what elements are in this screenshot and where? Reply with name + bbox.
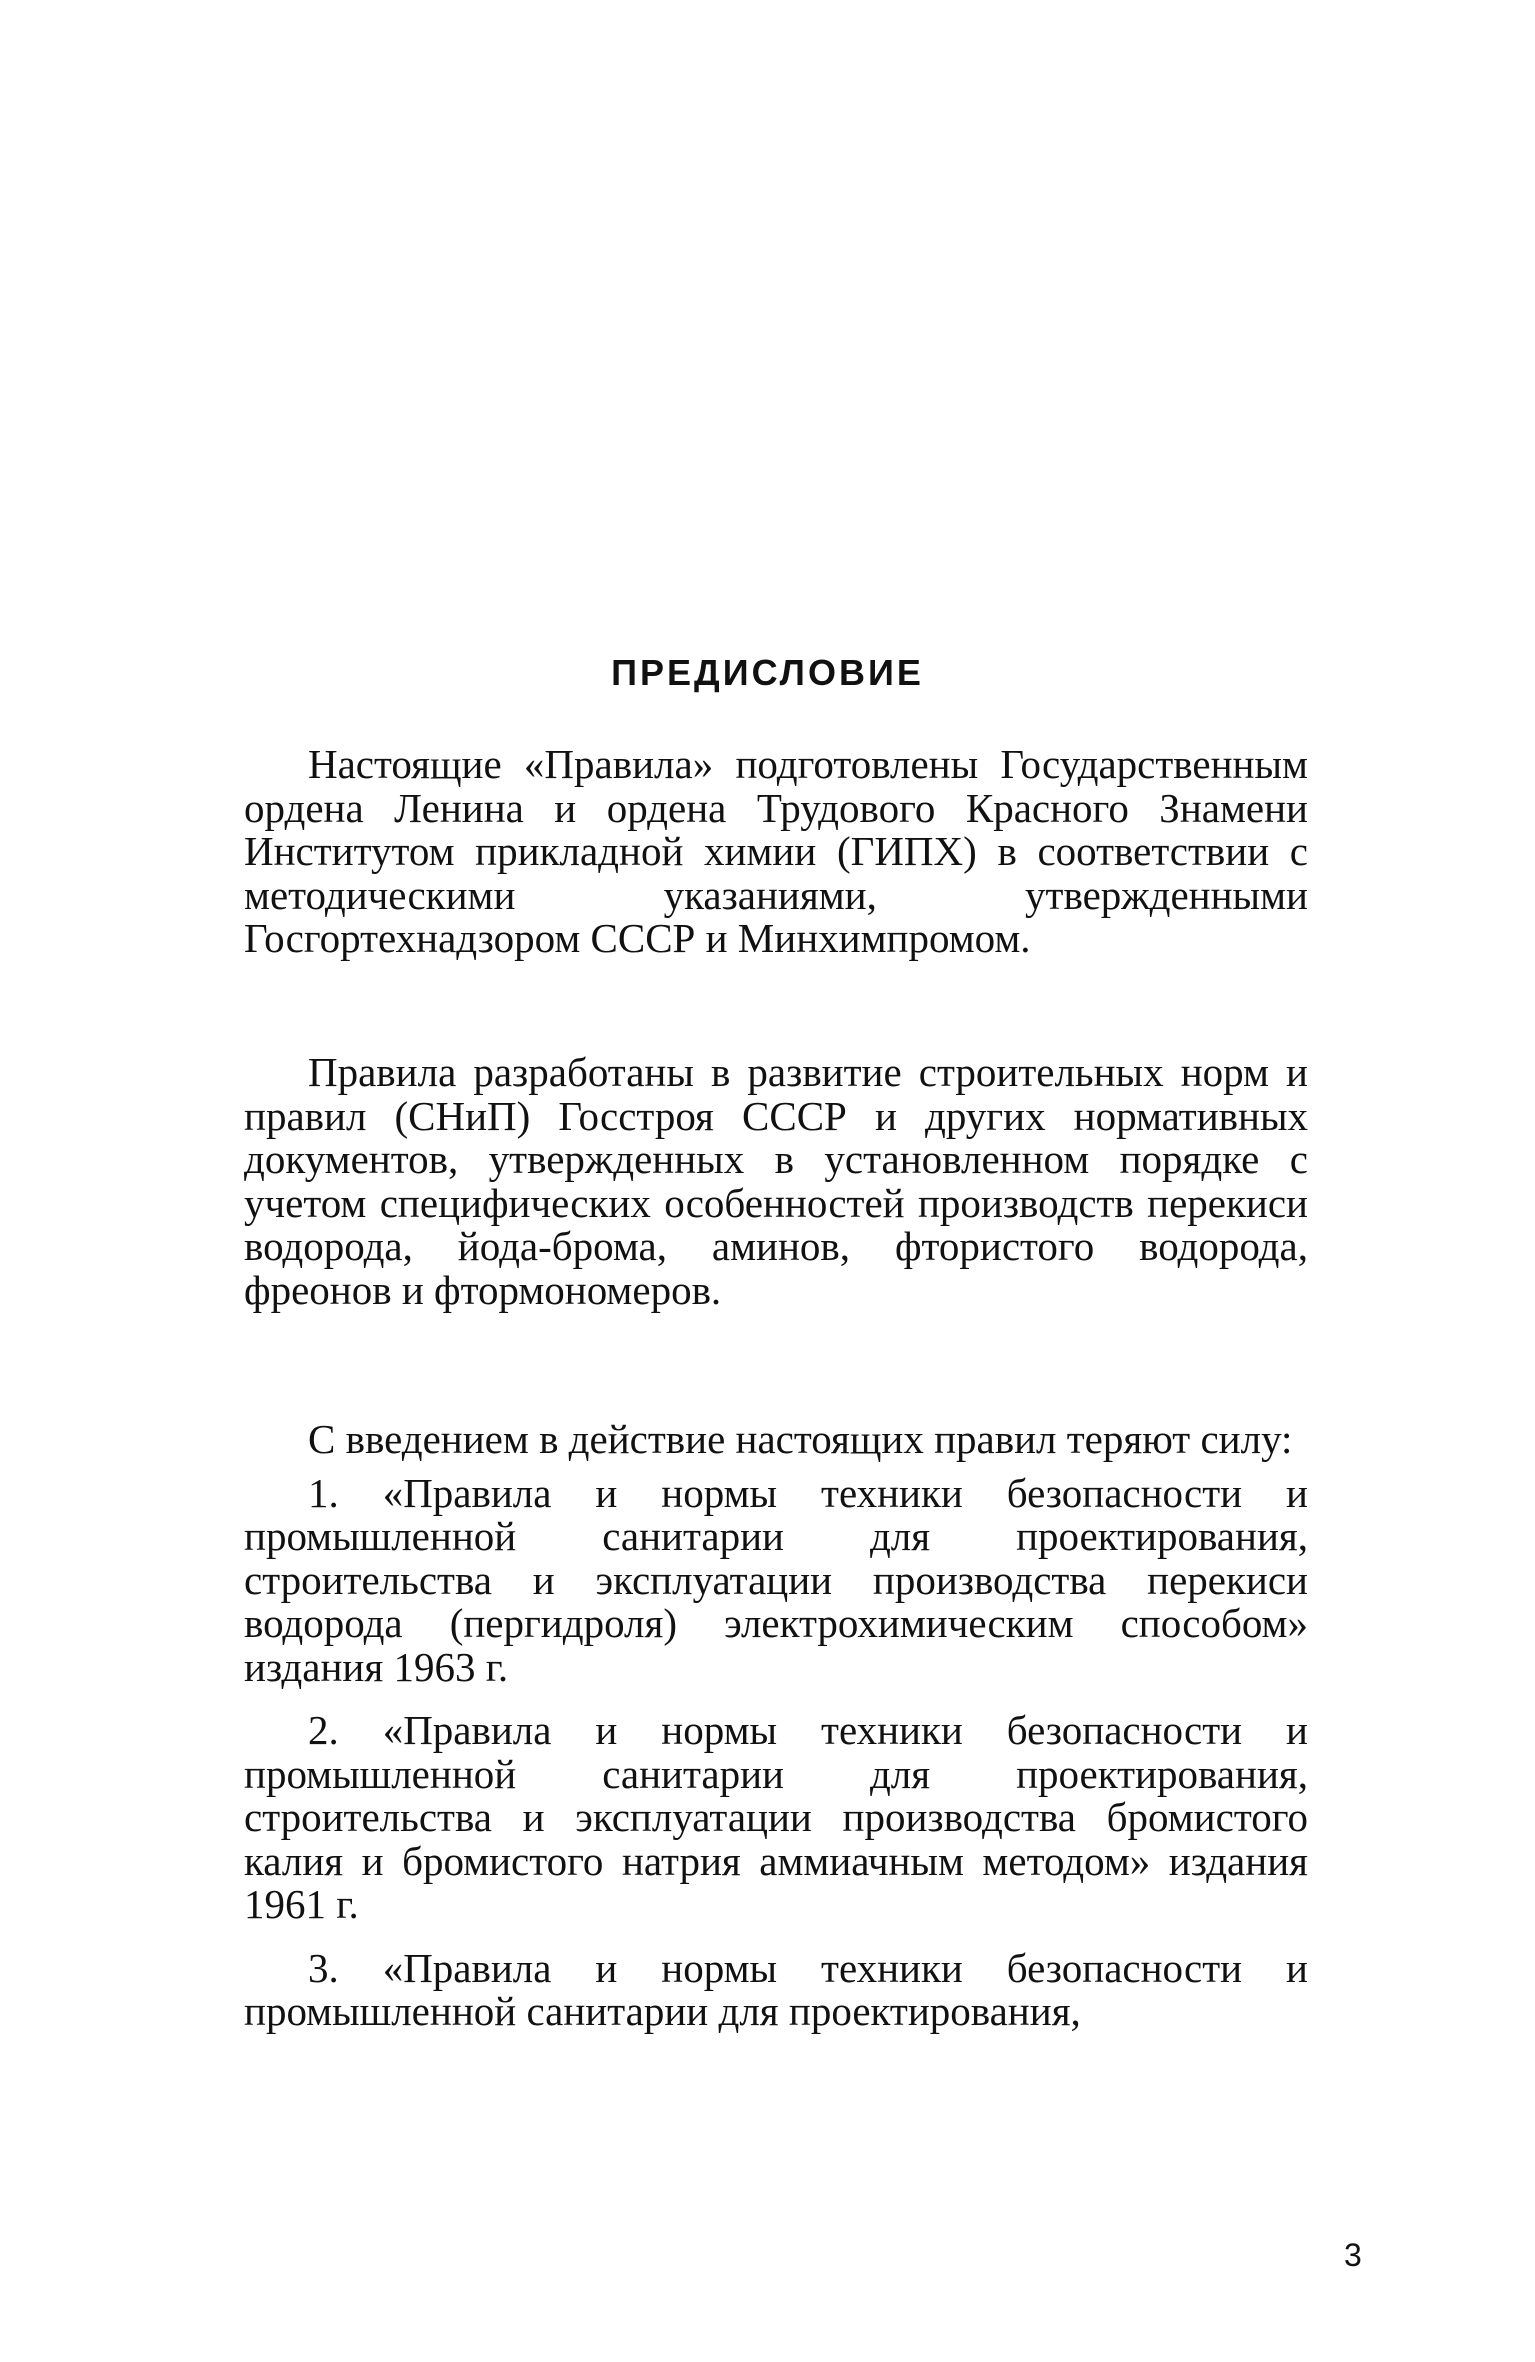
- superseded-rules-section: [244, 1418, 1308, 2034]
- spacer: [244, 1927, 1308, 1947]
- spacer: [244, 1689, 1308, 1709]
- list-item: 2. «Правила и нормы техники безопасности и промышленной санитарии для проектирования, строительства и эксплуатации производства бромистого калия и бромистого натрия аммиачным методом» издания 1961 г.: [244, 1707, 1308, 1927]
- paragraph-block-2: [244, 1051, 1308, 1312]
- paragraph-block-1: [244, 743, 1308, 961]
- page-title: ПРЕДИСЛОВИЕ: [611, 652, 924, 693]
- list-item: 3. «Правила и нормы техники безопасности и промышленной санитарии для проектирования,: [244, 1944, 1308, 2034]
- paragraph-superseded-intro: С введением в действие настоящих правил теряют силу:: [308, 1416, 1293, 1462]
- page-number: 3: [1344, 2237, 1362, 2273]
- list-item: 1. «Правила и нормы техники безопасности и промышленной санитарии для проектирования, строительства и эксплуатации производства перекиси водорода (пергидроля) электрохимическим способом» издания 1963 г.: [244, 1469, 1308, 1690]
- paragraph-preparation: Настоящие «Правила» подготовлены Государственным ордена Ленина и ордена Трудового Красного Знамени Институтом прикладной химии (ГИПХ) в соответствии с методическими указаниями, утвержденными Госгортехнадзором СССР и Минхимпромом.: [244, 741, 1308, 961]
- paragraph-development: Правила разработаны в развитие строительных норм и правил (СНиП) Госстроя СССР и других нормативных документов, утвержденных в установленном порядке с учетом специфических особенностей производств перекиси водорода, йода-брома, аминов, фтористого водорода, фреонов и фтормономеров.: [244, 1049, 1308, 1313]
